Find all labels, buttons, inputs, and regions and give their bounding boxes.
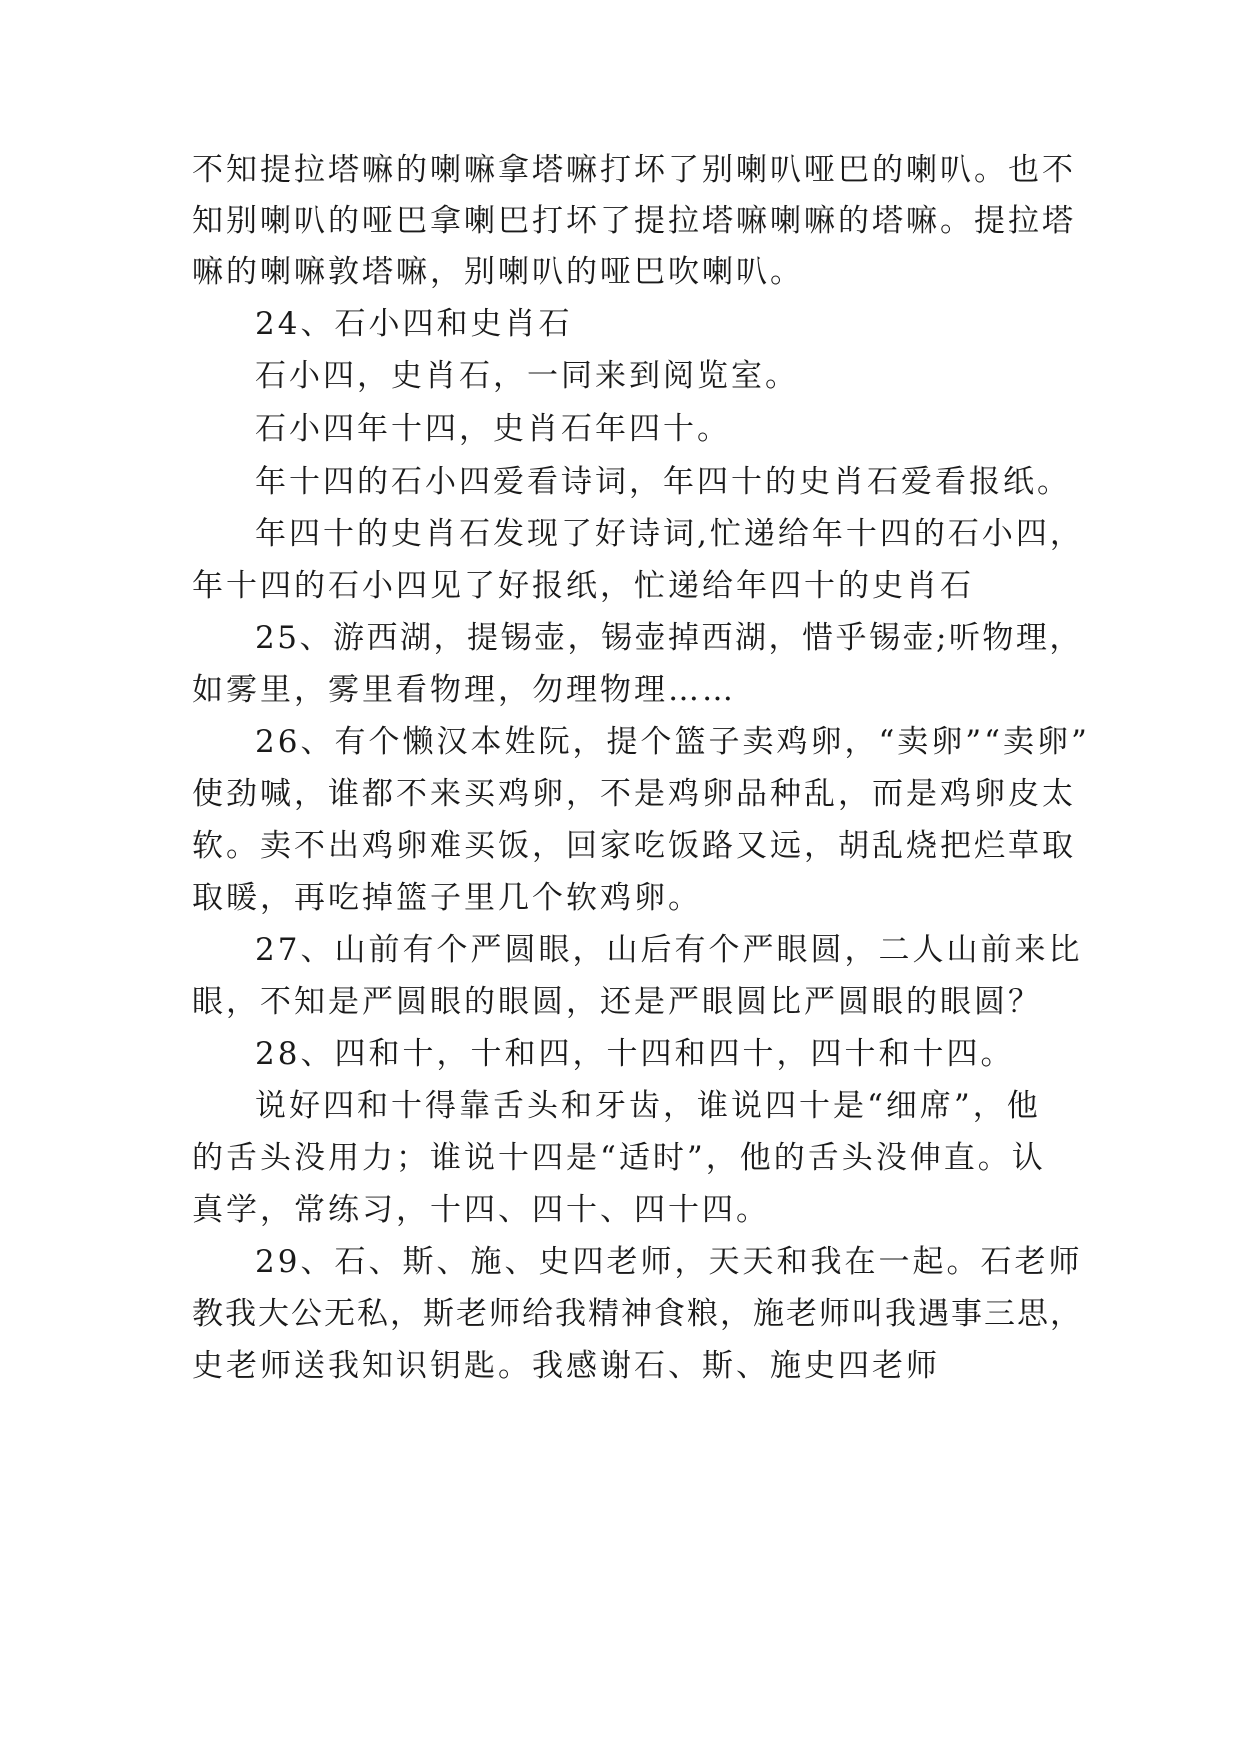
text-line: 取暖，再吃掉篮子里几个软鸡卵。 <box>192 880 702 916</box>
text-line: 真学，常练习，十四、四十、四十四。 <box>192 1192 770 1228</box>
text-line: 28、四和十，十和四，十四和四十，四十和十四。 <box>255 1036 1015 1072</box>
text-line: 27、山前有个严圆眼，山后有个严眼圆，二人山前来比 <box>255 932 1083 968</box>
text-line: 使劲喊，谁都不来买鸡卵，不是鸡卵品种乱，而是鸡卵皮太 <box>192 776 1076 812</box>
text-line: 年四十的史肖石发现了好诗词,忙递给年十四的石小四， <box>255 516 1084 552</box>
text-line: 年十四的石小四爱看诗词，年四十的史肖石爱看报纸。 <box>255 464 1071 500</box>
text-line: 不知提拉塔嘛的喇嘛拿塔嘛打坏了别喇叭哑巴的喇叭。也不 <box>192 152 1076 188</box>
text-line: 教我大公无私，斯老师给我精神食粮，施老师叫我遇事三思， <box>192 1296 1083 1332</box>
text-line: 石小四年十四，史肖石年四十。 <box>255 411 731 447</box>
text-line: 说好四和十得靠舌头和牙齿，谁说四十是“细席”，他 <box>255 1088 1041 1124</box>
text-line: 如雾里，雾里看物理，勿理物理…… <box>192 672 736 708</box>
text-line: 25、游西湖，提锡壶，锡壶掉西湖，惜乎锡壶;听物理， <box>255 620 1083 656</box>
text-line: 眼，不知是严圆眼的眼圆，还是严眼圆比严圆眼的眼圆？ <box>192 984 1042 1020</box>
text-line: 29、石、斯、施、史四老师，天天和我在一起。石老师 <box>255 1244 1083 1280</box>
text-line: 史老师送我知识钥匙。我感谢石、斯、施史四老师 <box>192 1348 940 1384</box>
text-line: 26、有个懒汉本姓阮，提个篮子卖鸡卵，“卖卵”“卖卵” <box>255 724 1090 760</box>
section-heading: 24、石小四和史肖石 <box>255 306 573 342</box>
text-line: 嘛的喇嘛敦塔嘛，别喇叭的哑巴吹喇叭。 <box>192 254 804 290</box>
text-line: 石小四，史肖石，一同来到阅览室。 <box>255 358 799 394</box>
text-line: 知别喇叭的哑巴拿喇巴打坏了提拉塔嘛喇嘛的塔嘛。提拉塔 <box>192 203 1076 239</box>
text-line: 软。卖不出鸡卵难买饭，回家吃饭路又远，胡乱烧把烂草取 <box>192 828 1076 864</box>
text-line: 年十四的石小四见了好报纸，忙递给年四十的史肖石 <box>192 568 974 604</box>
text-line: 的舌头没用力；谁说十四是“适时”，他的舌头没伸直。认 <box>192 1140 1046 1176</box>
